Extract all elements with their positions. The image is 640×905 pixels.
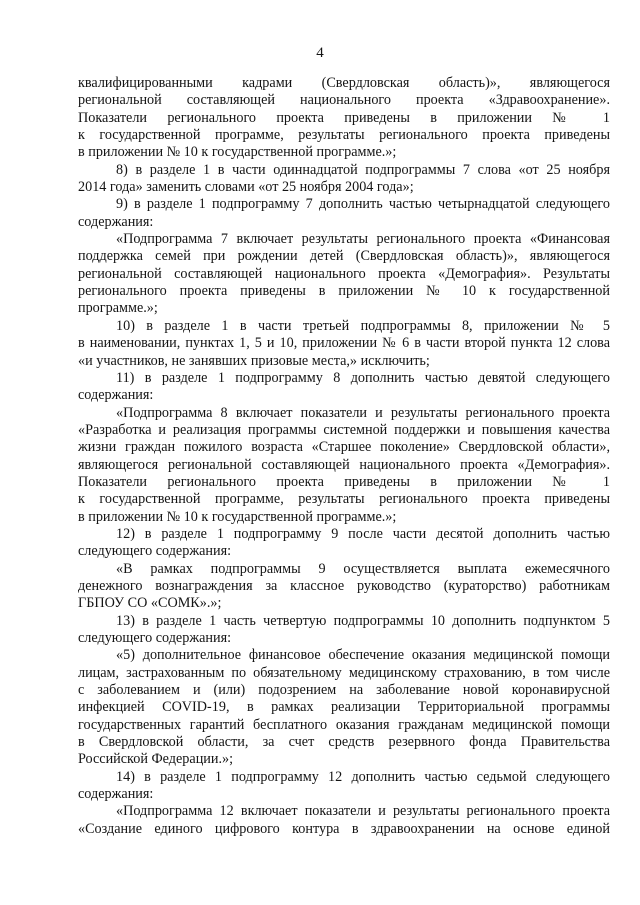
text-line: Показатели регионального проекта приведены в приложении № 1 <box>78 109 610 126</box>
text-line: «Подпрограмма 8 включает показатели и результаты регионального проекта <box>116 404 610 421</box>
text-line: «5) дополнительное финансовое обеспечение оказания медицинской помощи <box>116 647 610 664</box>
text-line: к государственной программе, результаты регионального проекта приведены <box>78 127 610 144</box>
text-line: Российской Федерации.»; <box>78 751 234 768</box>
text-line: 8) в разделе 1 в части одиннадцатой подпрограммы 7 слова «от 25 ноября <box>116 161 610 178</box>
text-line: «Подпрограмма 12 включает показатели и результаты регионального проекта <box>116 803 610 820</box>
text-line: «и участников, не занявших призовые места,» исключить; <box>78 352 430 369</box>
text-line: 2014 года» заменить словами «от 25 ноября 2004 года»; <box>78 179 414 196</box>
text-line: 12) в разделе 1 подпрограмму 9 после части десятой дополнить частью <box>116 525 610 542</box>
text-line: 11) в разделе 1 подпрограмму 8 дополнить частью девятой следующего <box>116 369 610 386</box>
text-line: поддержка семей при рождении детей (Свердловская область)», являющегося <box>78 248 610 265</box>
text-line: «Подпрограмма 7 включает результаты регионального проекта «Финансовая <box>116 231 610 248</box>
text-line: программе.»; <box>78 300 158 317</box>
text-line: жизни граждан пожилого возраста «Старшее поколение» Свердловской области», <box>78 439 610 456</box>
text-line: содержания: <box>78 213 154 230</box>
text-line: являющегося региональной составляющей национального проекта «Демография». <box>78 456 610 473</box>
text-line: Показатели регионального проекта приведены в приложении № 1 <box>78 473 610 490</box>
text-line: 13) в разделе 1 часть четвертую подпрограммы 10 дополнить подпунктом 5 <box>116 612 610 629</box>
text-line: лицам, застрахованным по обязательному медицинскому страхованию, в том числе <box>78 664 610 681</box>
text-line: в приложении № 10 к государственной программе.»; <box>78 508 397 525</box>
text-line: следующего содержания: <box>78 543 232 560</box>
text-line: регионального проекта приведены в приложении № 10 к государственной <box>78 283 610 300</box>
text-line: содержания: <box>78 786 154 803</box>
text-line: следующего содержания: <box>78 630 232 646</box>
text-line: с заболеванием и (или) подозрением на заболевание новой коронавирусной <box>78 682 610 699</box>
text-line: в наименовании, пунктах 1, 5 и 10, приложении № 6 в части второй пункта 12 слова <box>78 335 610 352</box>
text-line: «Создание единого цифрового контура в здравоохранении на основе единой <box>78 820 610 837</box>
text-line: к государственной программе, результаты регионального проекта приведены <box>78 491 610 508</box>
text-line: 9) в разделе 1 подпрограмму 7 дополнить частью четырнадцатой следующего <box>116 196 610 213</box>
text-line: в Свердловской области, за счет средств резервного фонда Правительства <box>78 734 610 751</box>
text-line: региональной составляющей национального проекта «Демография». Результаты <box>78 265 610 282</box>
text-line: в приложении № 10 к государственной программе.»; <box>78 144 397 161</box>
document-body <box>78 75 610 838</box>
text-line: квалифицированными кадрами (Свердловская область)», являющегося <box>78 75 610 91</box>
text-line: государственных гарантий бесплатного оказания гражданам медицинской помощи <box>78 716 610 733</box>
text-line: региональной составляющей национального проекта «Здравоохранение». <box>78 92 610 109</box>
text-line: 14) в разделе 1 подпрограмму 12 дополнить частью седьмой следующего <box>116 768 610 785</box>
page-number: 4 <box>316 45 324 61</box>
text-line: денежного вознаграждения за классное руководство (кураторство) работникам <box>78 577 610 594</box>
text-line: 10) в разделе 1 в части третьей подпрограммы 8, приложении № 5 <box>116 317 610 334</box>
text-line: содержания: <box>78 387 154 404</box>
text-line: инфекцией COVID-19, в рамках реализации Территориальной программы <box>78 699 610 716</box>
text-line: «Разработка и реализация программы системной поддержки и повышения качества <box>78 421 610 438</box>
text-line: ГБПОУ СО «СОМК».»; <box>78 595 222 612</box>
text-line: «В рамках подпрограммы 9 осуществляется выплата ежемесячного <box>116 560 610 577</box>
